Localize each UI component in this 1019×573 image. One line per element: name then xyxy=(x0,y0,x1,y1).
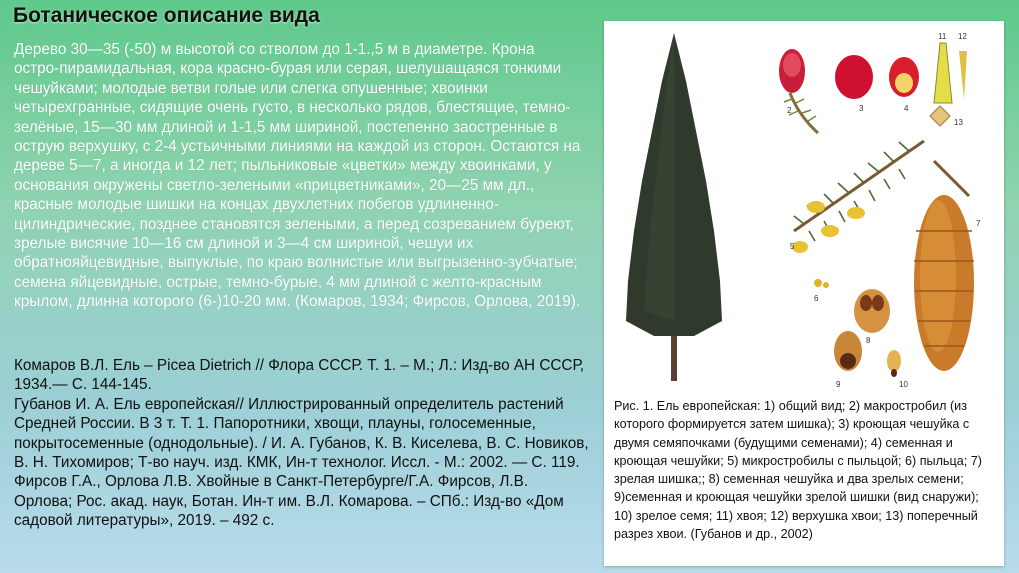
spruce-illustration xyxy=(604,21,1004,391)
figure-number: 4 xyxy=(904,104,909,113)
reference-item: Фирсов Г.А., Орлова Л.В. Хвойные в Санкт-Петербурге/Г.А. Фирсов, Л.В. Орлова; Рос. акад. наук, Ботан. Ин-т им. В.Л. Комарова. – СПб.: Изд-во «Дом садовой литературы», 2019. – 492 с. xyxy=(14,473,564,530)
pollen-drawing xyxy=(814,279,829,288)
figure-number: 11 xyxy=(938,32,947,41)
figure-number: 2 xyxy=(787,106,792,115)
scale-drawings xyxy=(835,55,919,99)
figure-number: 12 xyxy=(958,32,967,41)
figure-number: 10 xyxy=(899,380,908,389)
microstrobili-branch-drawing xyxy=(792,141,924,253)
needle-detail-drawings xyxy=(930,43,967,126)
figure-number: 5 xyxy=(790,242,795,251)
figure-caption: Рис. 1. Ель европейская: 1) общий вид; 2) макростробил (из которого формируется затем шишка); 3) кроющая чешуйка с двумя семяпочками (будущими семенами); 4) семенная и кроющая чешуйки; 5) микростробилы с пыльцой; 6) пыльца; 7) зрелая шишка;; 8) семенная чешуйка и два зрелых семени; 9)семенная и кроющая чешуйки зрелой шишки (вид снаружи); 10) зрелое семя; 11) хвоя; 12) верхушка хвои; 13) поперечный разрез хвои. (Губанов и др., 2002) xyxy=(614,399,982,542)
figure-number: 8 xyxy=(866,336,871,345)
reference-item: Губанов И. А. Ель европейская// Иллюстрированный определитель растений Средней России. В 3 т. Т. 1. Папоротники, хвощи, плауны, голосеменные, покрытосеменные (однодольные). / И. А. Губанов, К. В. Киселева, В. С. Новиков, В. Н. Тихомиров; Т-во науч. изд. КМК, Ин-т технолог. Иссл. - М.: 2002. — С. 119. xyxy=(14,395,589,472)
references-list xyxy=(14,356,589,531)
figure-number: 6 xyxy=(814,294,819,303)
figure-number: 7 xyxy=(976,219,981,228)
macrostrobilus-drawing xyxy=(779,49,818,133)
mature-cone-drawing xyxy=(914,161,974,371)
figure-number: 3 xyxy=(859,104,864,113)
seed-scales-drawings xyxy=(834,289,901,377)
species-description: Дерево 30—35 (-50) м высотой со стволом до 1-1.,5 м в диаметре. Крона остро-пирамидальная, кора красно-бурая или серая, шелушащаяся тонкими чешуйками; молодые ветви голые или слегка опушенные; хвоинки четырехгранные, сидящие очень густо, в несколько рядов, блестящие, темно-зелёные, 15—30 мм длиной и 1-1,5 мм шириной, постепенно заостренные в острую верхушку, с 2-4 устьичными линиями на каждой из сторон. Остаются на дереве 5—7, а иногда и 12 лет; пыльниковые «цветки» между хвоинками, у основания окружены светло-зелеными «прицветниками», 20—25 мм дл., красные молодые шишки на концах двухлетних побегов удлиненно-цилиндрические, позднее становятся зелеными, а перед созреванием буреют, зрелые висячие 10—16 см длиной и 3—4 см шириной, чешуи их обратнояйцевидные, выпуклые, по краю волнистые или выгрызенно-зубчатые; семена яйцевидные, острые, темно-бурые, 4 мм длиной с желто-красным крылом, длинна которого (6-)10-20 мм. (Комаров, 1934; Фирсов, Орлова, 2019). xyxy=(14,41,581,311)
figure-number: 13 xyxy=(954,118,963,127)
figure-panel xyxy=(604,21,1004,566)
figure-number: 9 xyxy=(836,380,841,389)
reference-item: Комаров В.Л. Ель – Picea Dietrich // Флора СССР. Т. 1. – М.; Л.: Изд-во АН СССР, 1934.— С. 144-145. xyxy=(14,357,585,394)
slide-title: Ботаническое описание вида xyxy=(13,4,320,27)
spruce-tree-drawing xyxy=(626,33,722,381)
